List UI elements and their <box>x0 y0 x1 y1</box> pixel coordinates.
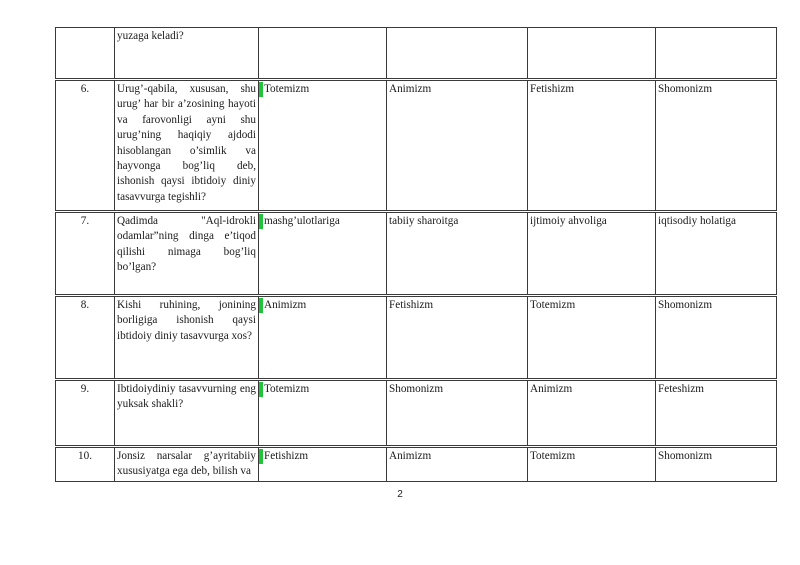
question-text: Ibtidoiydiniy tasavvurning eng yuksak shakli? <box>115 380 259 447</box>
question-text: Urug’-qabila, xususan, shu urug’ har bir a’zosining hayoti va farovonligi ayni shu urug’ning haqiqiy ajdodi hisoblangan o’simlik va hayvonga bog’liq deb, ishonish qaysi ibtidoiy diniy tasavvurga tegishli? <box>115 80 259 212</box>
option-c <box>528 28 656 80</box>
option-d: iqtisodiy holatiga <box>656 212 777 296</box>
option-c: Animizm <box>528 380 656 447</box>
option-a-correct <box>259 380 387 447</box>
option-d: Shomonizm <box>656 80 777 212</box>
question-text: Jonsiz narsalar g’ayritabiiy xususiyatga ega deb, bilish va <box>115 447 259 482</box>
option-a-correct <box>259 447 387 482</box>
table-row <box>56 380 777 447</box>
option-d <box>656 28 777 80</box>
correct-answer-marker <box>259 82 264 97</box>
correct-answer-marker <box>259 298 264 313</box>
option-c: Totemizm <box>528 447 656 482</box>
correct-answer-marker <box>259 382 264 397</box>
option-c: Totemizm <box>528 296 656 380</box>
option-a-text: Totemizm <box>264 83 310 95</box>
question-text: yuzaga keladi? <box>115 28 259 80</box>
table-row <box>56 80 777 212</box>
option-b: Fetishizm <box>387 296 528 380</box>
option-a-text: Animizm <box>264 299 307 311</box>
table-row <box>56 447 777 482</box>
page-number: 2 <box>397 489 403 500</box>
question-number: 9. <box>56 380 115 447</box>
option-a-correct <box>259 296 387 380</box>
question-number: 7. <box>56 212 115 296</box>
option-a-correct <box>259 80 387 212</box>
table-row <box>56 296 777 380</box>
option-a-text: mashg’ulotlariga <box>264 215 340 227</box>
table-row <box>56 212 777 296</box>
option-d: Feteshizm <box>656 380 777 447</box>
option-c: Fetishizm <box>528 80 656 212</box>
option-b <box>387 28 528 80</box>
option-b: tabiiy sharoitga <box>387 212 528 296</box>
option-b: Shomonizm <box>387 380 528 447</box>
option-a <box>259 28 387 80</box>
option-b: Animizm <box>387 447 528 482</box>
option-b: Animizm <box>387 80 528 212</box>
option-d: Shomonizm <box>656 296 777 380</box>
question-text: Kishi ruhining, jonining borligiga ishonish qaysi ibtidoiy diniy tasavvurga xos? <box>115 296 259 380</box>
option-d: Shomonizm <box>656 447 777 482</box>
table-row <box>56 28 777 80</box>
option-a-text: Totemizm <box>264 383 310 395</box>
option-c: ijtimoiy ahvoliga <box>528 212 656 296</box>
option-a-correct <box>259 212 387 296</box>
question-number: 10. <box>56 447 115 482</box>
correct-answer-marker <box>259 449 264 464</box>
quiz-table <box>55 27 777 482</box>
option-a-text: Fetishizm <box>264 450 309 462</box>
question-number: 6. <box>56 80 115 212</box>
question-number <box>56 28 115 80</box>
question-text: Qadimda "Aql-idrokli odamlar”ning dinga e’tiqod qilishi nimaga bog’liq bo’lgan? <box>115 212 259 296</box>
correct-answer-marker <box>259 214 264 229</box>
question-number: 8. <box>56 296 115 380</box>
